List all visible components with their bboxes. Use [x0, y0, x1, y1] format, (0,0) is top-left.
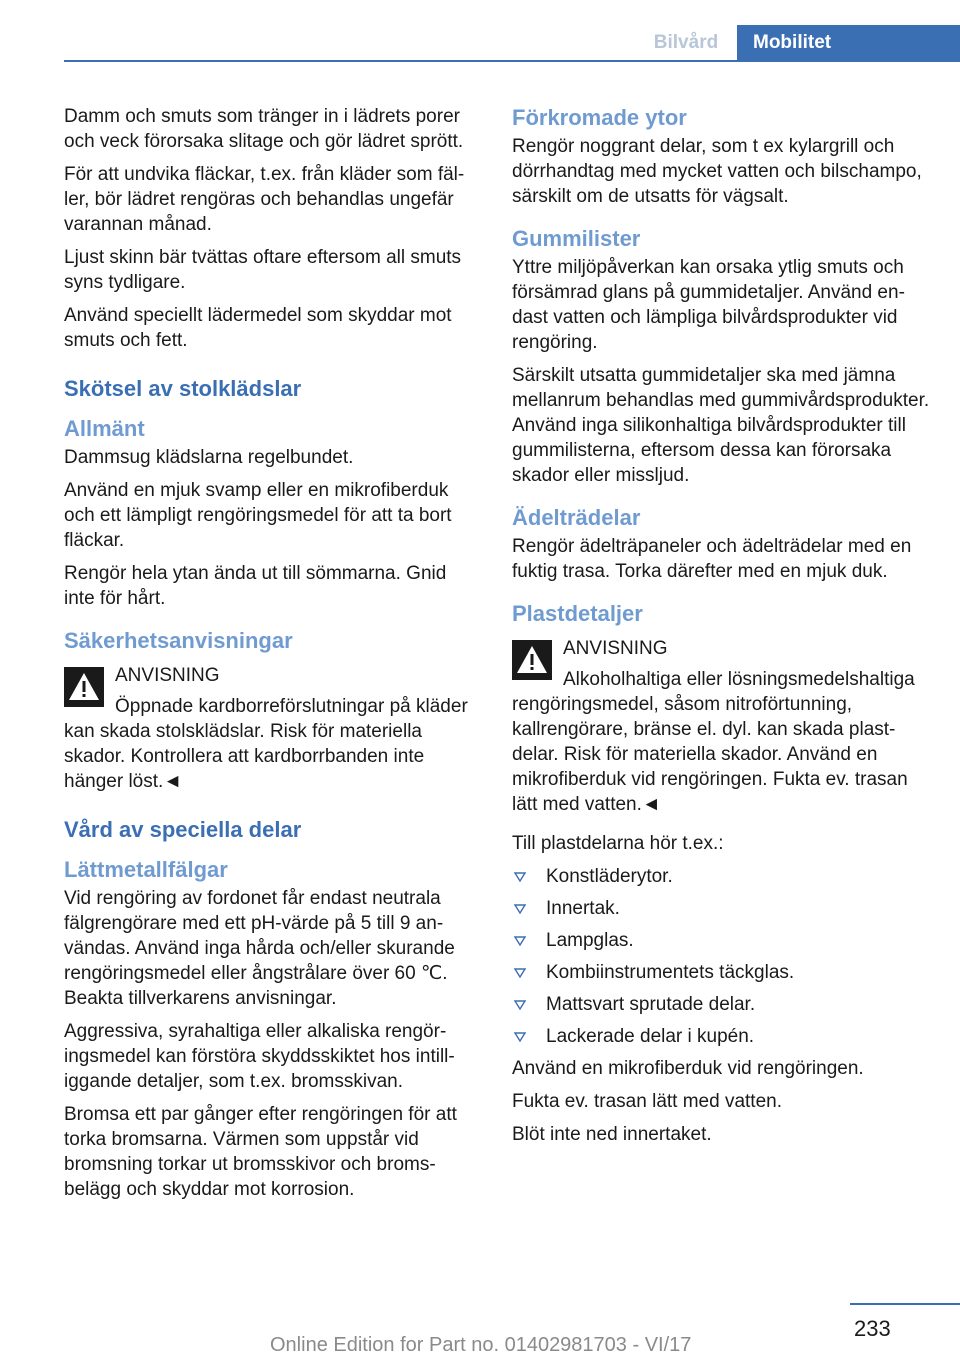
subsection-heading: Allmänt [64, 416, 145, 441]
tab-mobilitet[interactable]: Mobilitet [737, 25, 960, 61]
list-item-text: Innertak. [546, 898, 620, 919]
paragraph: Aggressiva, syrahaltiga eller alkaliska rengöringsmedel kan förstöra skyddsskiktet hos intilliggande detaljer, som t.ex. bromsskivan. [64, 1021, 455, 1092]
triangle-bullet-icon [514, 1032, 526, 1042]
warning-notice [64, 663, 482, 794]
warning-notice [512, 636, 932, 817]
paragraph: För att undvika fläckar, t.ex. från kläder som fäller, bör lädret rengöras och behandlas ungefär varannan månad. [64, 164, 465, 235]
list-item [512, 960, 932, 985]
list-item-text: Kombiinstrumentets täckglas. [546, 962, 795, 983]
paragraph: Blöt inte ned innertaket. [512, 1124, 712, 1145]
notice-text: Öppnade kardborreförslutningar på kläder kan skada stolsklädslar. Risk för materiella skador. Kontrollera att kardborrbanden inte hänger löst.◄ [64, 696, 468, 792]
paragraph: Ljust skinn bär tvättas oftare eftersom all smuts syns tydligare. [64, 247, 462, 293]
notice-title: ANVISNING [563, 638, 668, 659]
page-number: 233 [854, 1316, 891, 1341]
warning-icon [64, 667, 104, 707]
tab-bilvard[interactable]: Bilvård [653, 32, 719, 53]
paragraph: Dammsug klädslarna regelbundet. [64, 447, 354, 468]
list-item-text: Mattsvart sprutade delar. [546, 994, 756, 1015]
paragraph: Rengör noggrant delar, som t ex kylargrill och dörrhandtag med mycket vatten och bilschampo, särskilt om de utsatts för vägsalt. [512, 136, 922, 207]
paragraph: Använd en mjuk svamp eller en mikrofiberduk och ett lämpligt rengöringsmedel för att ta bort fläckar. [64, 480, 452, 551]
footer-edition: Online Edition for Part no. 01402981703 - VI/17 [270, 1334, 692, 1356]
list-item [512, 992, 932, 1017]
triangle-bullet-icon [514, 968, 526, 978]
bullet-list [512, 864, 932, 1049]
paragraph: Rengör ädelträpaneler och ädelträdelar med en fuktig trasa. Torka därefter med en mjuk duk. [512, 536, 912, 582]
subsection-heading: Förkromade ytor [512, 105, 687, 130]
list-item-text: Lackerade delar i kupén. [546, 1026, 755, 1047]
subsection-heading: Ädelträdelar [512, 505, 641, 530]
section-heading: Skötsel av stolklädslar [64, 376, 302, 401]
list-item [512, 896, 932, 921]
triangle-bullet-icon [514, 1000, 526, 1010]
paragraph: Vid rengöring av fordonet får endast neutrala fälgrengörare med ett pH-värde på 5 till 9 användas. Använd inga hårda och/eller skurande rengöringsmedel eller ångstrålare över 60 ℃. Beakta tillverkarens anvisningar. [64, 888, 455, 1009]
list-item-text: Konstläderytor. [546, 866, 673, 887]
triangle-bullet-icon [514, 904, 526, 914]
page-number-rule [850, 1303, 960, 1305]
subsection-heading: Säkerhetsanvisningar [64, 628, 293, 653]
triangle-bullet-icon [514, 936, 526, 946]
list-item [512, 864, 932, 889]
paragraph: Använd en mikrofiberduk vid rengöringen. [512, 1058, 864, 1079]
notice-title: ANVISNING [115, 665, 220, 686]
subsection-heading: Plastdetaljer [512, 601, 643, 626]
list-item [512, 1024, 932, 1049]
right-column [512, 104, 932, 1155]
paragraph: Till plastdelarna hör t.ex.: [512, 833, 724, 854]
left-column [64, 104, 482, 1210]
paragraph: Bromsa ett par gånger efter rengöringen för att torka bromsarna. Värmen som uppstår vid bromsning torkar ut bromsskivor och bromsbelägg och skyddar mot korrosion. [64, 1104, 457, 1200]
subsection-heading: Gummilister [512, 226, 641, 251]
list-item-text: Lampglas. [546, 930, 634, 951]
warning-icon [512, 640, 552, 680]
notice-text: Alkoholhaltiga eller lösningsmedelshaltiga rengöringsmedel, såsom nitroförtunning, kallrengörare, bränse el. dyl. kan skada plastdelar. Risk för materiella skador. Använd en mikrofiberduk vid rengöringen. Fukta ev. trasan lätt med vatten.◄ [512, 669, 915, 815]
paragraph: Särskilt utsatta gummidetaljer ska med jämna mellanrum behandlas med gummivårdsprodukter. Använd inga silikonhaltiga bilvårdsprodukter till gummilisterna, eftersom dessa kan förorsaka skador eller missljud. [512, 365, 930, 486]
paragraph: Använd speciellt lädermedel som skyddar mot smuts och fett. [64, 305, 452, 351]
paragraph: Rengör hela ytan ända ut till sömmarna. Gnid inte för hårt. [64, 563, 447, 609]
triangle-bullet-icon [514, 872, 526, 882]
list-item [512, 928, 932, 953]
subsection-heading: Lättmetallfälgar [64, 857, 228, 882]
paragraph: Yttre miljöpåverkan kan orsaka ytlig smuts och försämrad glans på gummidetaljer. Använd endast vatten och lämpliga bilvårdsprodukter vid rengöring. [512, 257, 905, 353]
paragraph: Damm och smuts som tränger in i lädrets porer och veck förorsaka slitage och gör lädret sprött. [64, 106, 464, 152]
paragraph: Fukta ev. trasan lätt med vatten. [512, 1091, 782, 1112]
section-heading: Vård av speciella delar [64, 817, 302, 842]
